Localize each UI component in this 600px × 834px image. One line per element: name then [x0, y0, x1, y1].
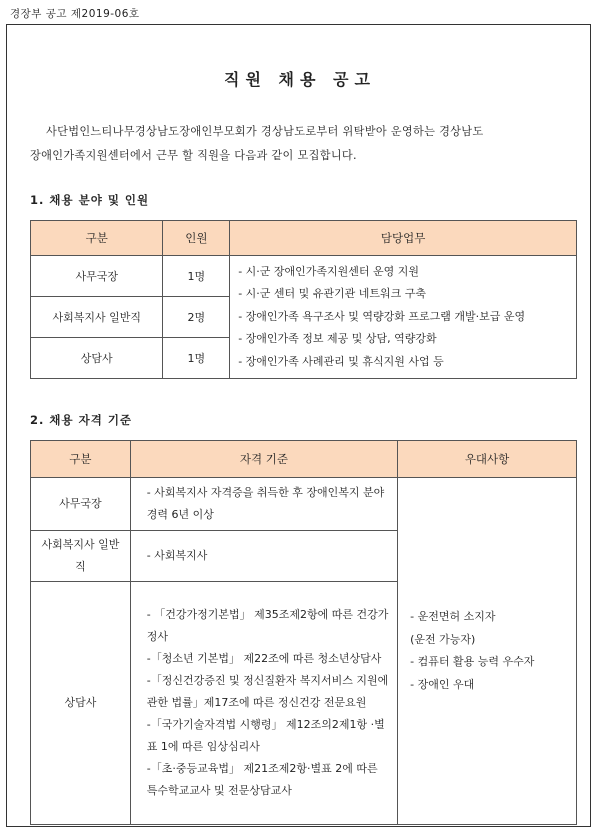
criteria-item: - 사회복지사 자격증을 취득한 후 장애인복지 분야 경력 6년 이상 [146, 486, 385, 521]
preference-item: (운전 가능자) [410, 632, 476, 646]
intro-line-1: 사단법인느티나무경상남도장애인부모회가 경상남도로부터 위탁받아 운영하는 경상남도 [46, 125, 484, 138]
document-number: 경장부 공고 제2019-06호 [10, 8, 140, 20]
count-cell: 1명 [163, 338, 230, 379]
criteria-item: -「정신건강증진 및 정신질환자 복지서비스 지원에 관한 법률」제17조에 따른 정신건강 전문요원 [146, 674, 389, 709]
qualification-table [30, 440, 577, 825]
category-cell: 사회복지사 일반직 [31, 297, 163, 338]
duty-item: - 시·군 장애인가족지원센터 운영 지원 [238, 264, 420, 278]
criteria-cell [130, 531, 397, 582]
table-row [31, 256, 577, 297]
duty-item: - 시·군 센터 및 유관기관 네트워크 구축 [238, 287, 427, 301]
table-row [31, 478, 577, 531]
category-cell: 상담사 [31, 582, 131, 825]
count-cell: 2명 [163, 297, 230, 338]
criteria-cell [130, 582, 397, 825]
criteria-cell [130, 478, 397, 531]
preference-item: - 컴퓨터 활용 능력 우수자 [410, 655, 535, 668]
intro-line-2: 장애인가족지원센터에서 근무 할 직원을 다음과 같이 모집합니다. [30, 149, 357, 162]
category-cell: 사무국장 [31, 256, 163, 297]
duty-item: - 장애인가족 사례관리 및 휴식지원 사업 등 [238, 354, 444, 368]
page-title: 직원 채용 공고 [224, 70, 376, 89]
category-cell: 사무국장 [31, 478, 131, 531]
preference-item: - 운전면허 소지자 [410, 610, 496, 623]
table-header-row [31, 221, 577, 256]
category-cell: 사회복지사 일반직 [31, 531, 131, 582]
criteria-item: -「국가기술자격법 시행령」 제12조의2제1항 ·별표 1에 따른 임상심리사 [146, 718, 385, 753]
criteria-item: - 사회복지사 [146, 549, 208, 562]
header-preference: 우대사항 [398, 441, 577, 478]
intro-paragraph [30, 120, 578, 168]
preference-cell [398, 478, 577, 825]
section-1-title: 1. 채용 분야 및 인원 [30, 193, 150, 207]
criteria-item: - 「건강가정기본법」 제35조제2항에 따른 건강가정사 [146, 608, 389, 643]
header-count: 인원 [163, 221, 230, 256]
duty-item: - 장애인가족 정보 제공 및 상담, 역량강화 [238, 332, 437, 346]
duties-cell [230, 256, 577, 379]
count-cell: 1명 [163, 256, 230, 297]
recruitment-table [30, 220, 577, 379]
criteria-item: -「초·중등교육법」 제21조제2항·별표 2에 따른 특수학교교사 및 전문상담교사 [146, 762, 378, 797]
duty-item: - 장애인가족 욕구조사 및 역량강화 프로그램 개발·보급 운영 [238, 309, 526, 323]
header-category: 구분 [31, 221, 163, 256]
category-cell: 상담사 [31, 338, 163, 379]
header-duties: 담당업무 [230, 221, 577, 256]
section-2-title: 2. 채용 자격 기준 [30, 413, 133, 427]
preference-item: - 장애인 우대 [410, 677, 475, 691]
header-category: 구분 [31, 441, 131, 478]
table-header-row [31, 441, 577, 478]
header-criteria: 자격 기준 [130, 441, 397, 478]
criteria-item: -「청소년 기본법」 제22조에 따른 청소년상담사 [146, 652, 382, 665]
